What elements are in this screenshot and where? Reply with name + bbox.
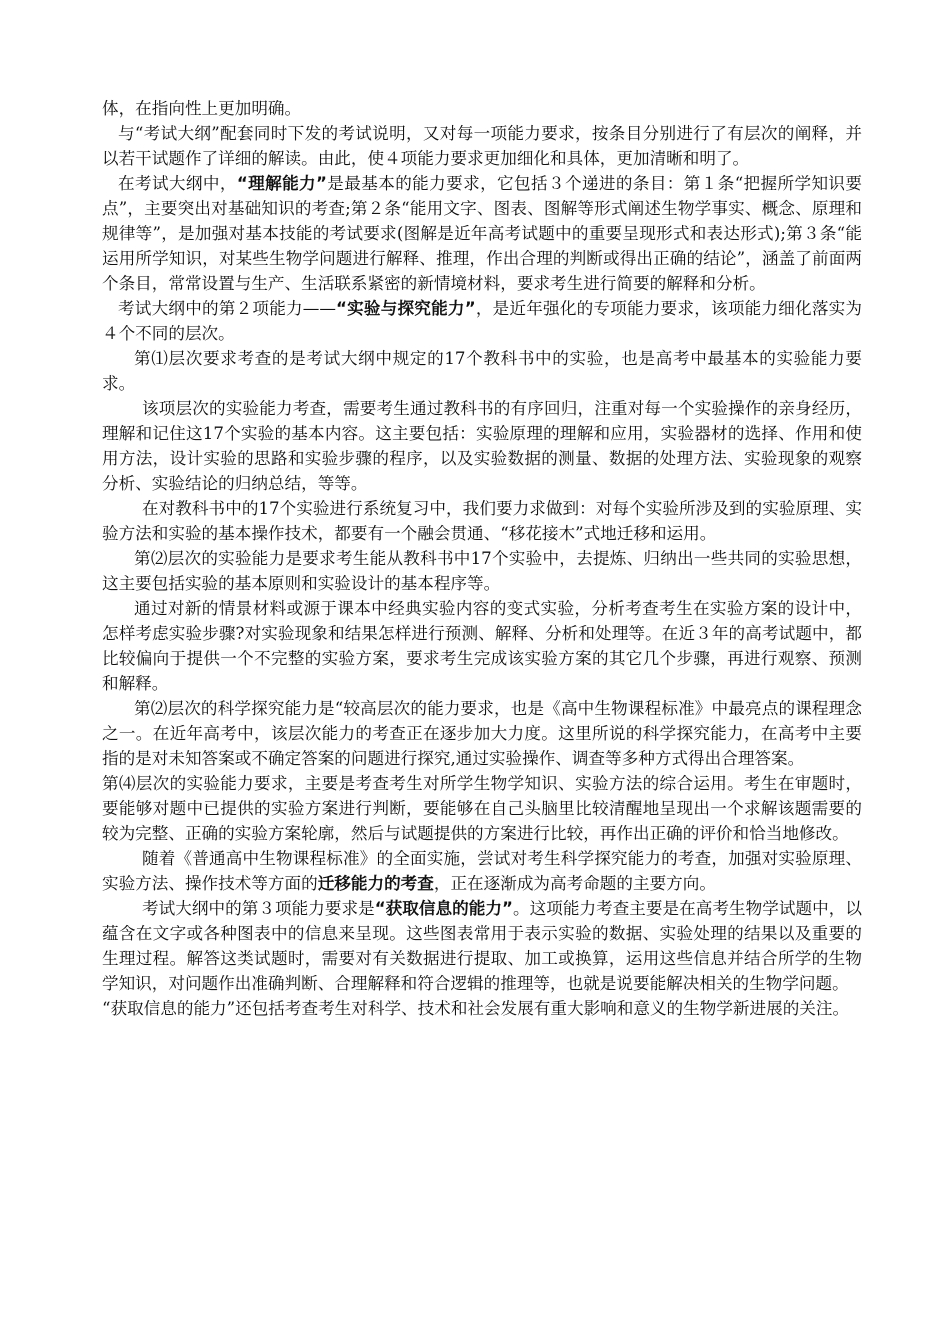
paragraph-experiment-ability: 考试大纲中的第２项能力——“实验与探究能力”，是近年强化的专项能力要求，该项能力细化落实为４个不同的层次。 xyxy=(102,299,863,343)
paragraph-understanding-ability: 在考试大纲中，“理解能力”是最基本的能力要求，它包括３个递进的条目：第１条“把握所学知识要点”，主要突出对基础知识的考查;第２条“能用文字、图表、图解等形式阐述生物学事实、概念、原理和规律等”，是加强对基本技能的考试要求(图解是近年高考试题中的重要呈现形式和表达形式);第３条“能运用所学知识，对某些生物学问题进行解释、推理，作出合理的判断或得出正确的结论”，涵盖了前面两个条目，常常设置与生产、生活联系紧密的新情境材料，要求考生进行简要的解释和分析。 xyxy=(102,174,863,293)
paragraph-review-17-experiments: 在对教科书中的17个实验进行系统复习中，我们要力求做到：对每个实验所涉及到的实验原理、实验方法和实验的基本操作技术，都要有一个融会贯通、“移花接木”式地迁移和运用。 xyxy=(102,499,862,543)
paragraph-level-1-detail: 该项层次的实验能力考查，需要考生通过教科书的有序回归，注重对每一个实验操作的亲身经历，理解和记住这17个实验的基本内容。这主要包括：实验原理的理解和应用，实验器材的选择、作用和使用方法，设计实验的思路和实验步骤的程序，以及实验数据的测量、数据的处理方法、实验现象的观察分析、实验结论的归纳总结，等等。 xyxy=(102,399,862,493)
bold-term: “获取信息的能力” xyxy=(374,899,513,918)
bold-term: “理解能力” xyxy=(236,174,327,193)
bold-term: 迁移能力的考查 xyxy=(317,874,434,893)
paragraph-level-2: 第⑵层次的实验能力是要求考生能从教科书中17个实验中，去提炼、归纳出一些共同的实验思想，这主要包括实验的基本原则和实验设计的基本程序等。 xyxy=(102,549,862,593)
paragraph-level-3: 第⑵层次的科学探究能力是“较高层次的能力要求，也是《高中生物课程标准》中最亮点的课程理念之一。在近年高考中，该层次能力的考查正在逐步加大力度。这里所说的科学探究能力，在高考中主要指的是对未知答案或不确定答案的问题进行探究,通过实验操作、调查等多种方式得出合理答案。 xyxy=(102,699,862,768)
paragraph-level-1: 第⑴层次要求考查的是考试大纲中规定的17个教科书中的实验，也是高考中最基本的实验能力要求。 xyxy=(102,349,862,393)
paragraph-information-ability: 考试大纲中的第３项能力要求是“获取信息的能力”。这项能力考查主要是在高考生物学试题中，以蕴含在文字或各种图表中的信息来呈现。这些图表常用于表示实验的数据、实验处理的结果以及重要的生理过程。解答这类试题时，需要对有关数据进行提取、加工或换算，运用这些信息并结合所学的生物学知识，对问题作出准确判断、合理解释和符合逻辑的推理等，也就是说要能解决相关的生物学问题。 xyxy=(102,899,862,993)
paragraph-information-ability-extra: “获取信息的能力”还包括考查考生对科学、技术和社会发展有重大影响和意义的生物学新进展的关注。 xyxy=(102,999,850,1018)
paragraph-level-4: 第⑷层次的实验能力要求，主要是考查考生对所学生物学知识、实验方法的综合运用。考生在审题时，要能够对题中已提供的实验方案进行判断，要能够在自己头脑里比较清醒地呈现出一个求解该题需要的较为完整、正确的实验方案轮廓，然后与试题提供的方案进行比较，再作出正确的评价和恰当地修改。 xyxy=(102,774,862,843)
paragraph-curriculum-standard: 随着《普通高中生物课程标准》的全面实施，尝试对考生科学探究能力的考查，加强对实验原理、实验方法、操作技术等方面的迁移能力的考查，正在逐渐成为高考命题的主要方向。 xyxy=(102,849,862,893)
document-page xyxy=(102,96,862,1021)
paragraph-level-2-detail: 通过对新的情景材料或源于课本中经典实验内容的变式实验，分析考查考生在实验方案的设计中，怎样考虑实验步骤?对实验现象和结果怎样进行预测、解释、分析和处理等。在近３年的高考试题中，都比较偏向于提供一个不完整的实验方案，要求考生完成该实验方案的其它几个步骤，再进行观察、预测和解释。 xyxy=(102,599,862,693)
paragraph-continuation: 体，在指向性上更加明确。 xyxy=(102,99,302,118)
paragraph-exam-description: 与“考试大纲”配套同时下发的考试说明，又对每一项能力要求，按条目分别进行了有层次的阐释，并以若干试题作了详细的解读。由此，使４项能力要求更加细化和具体，更加清晰和明了。 xyxy=(102,124,862,168)
bold-term: “实验与探究能力” xyxy=(336,299,476,318)
